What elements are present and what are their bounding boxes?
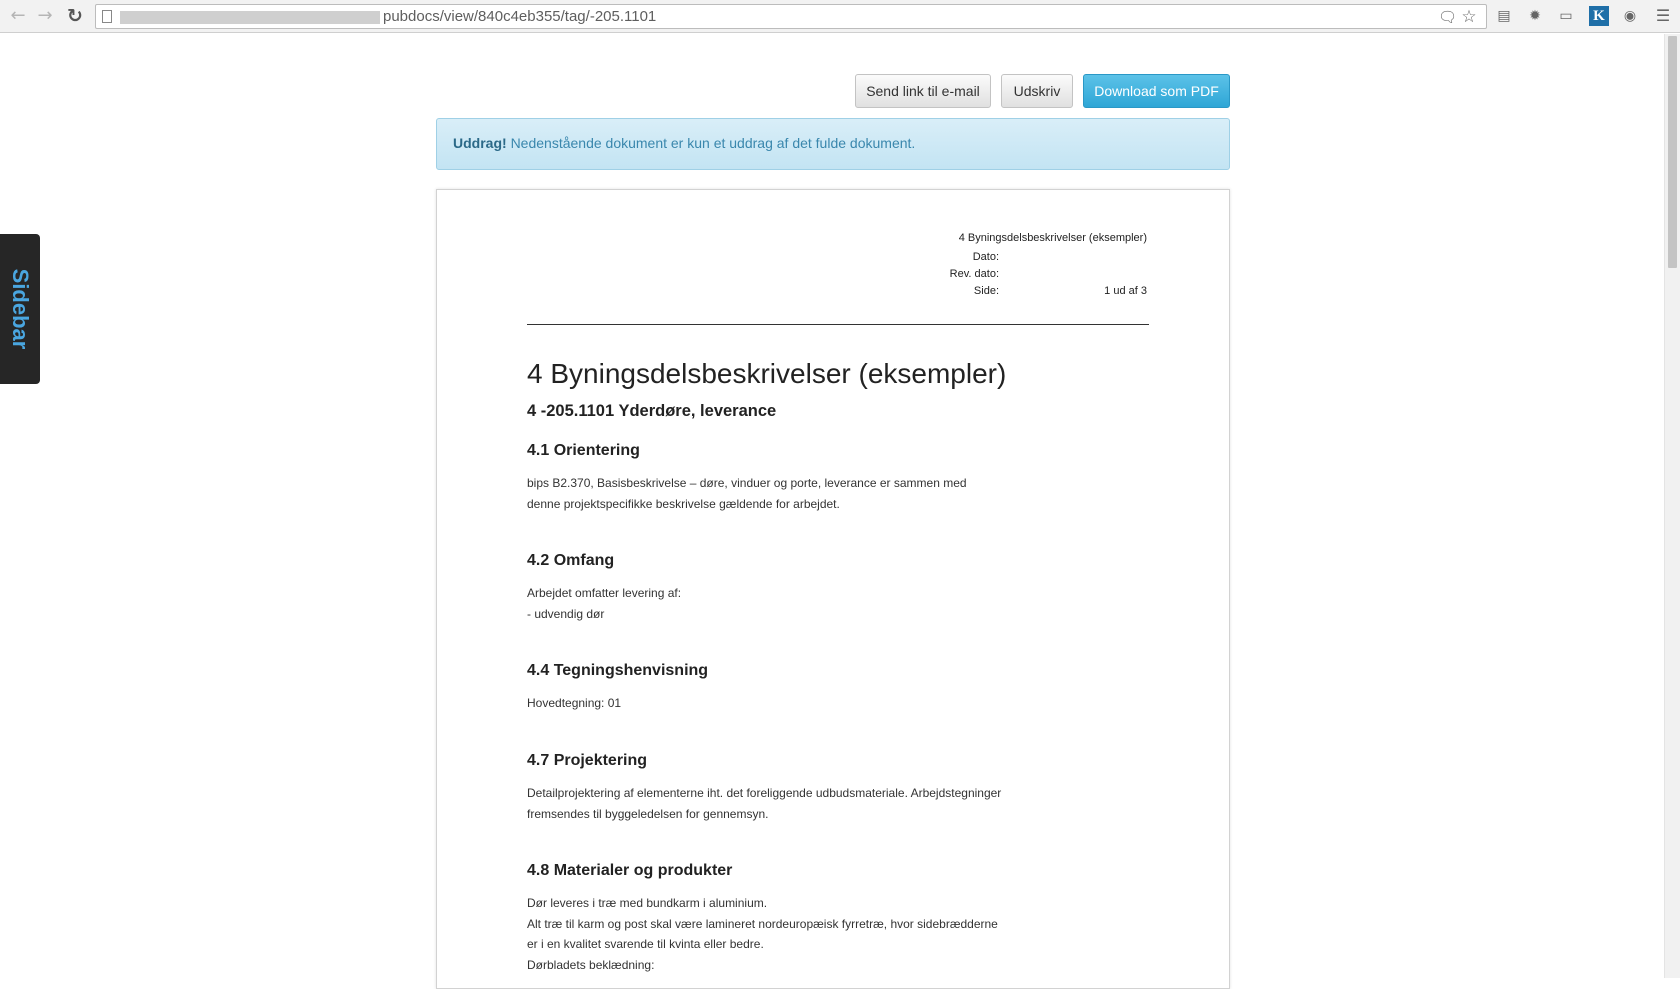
section-body — [527, 893, 998, 975]
star-icon[interactable]: ☆ — [1461, 7, 1477, 27]
alert-suffix: . — [911, 135, 916, 151]
scrollbar-thumb[interactable] — [1668, 36, 1677, 268]
doc-header-dato-label: Dato: — [972, 251, 999, 263]
section-line: Dør leveres i træ med bundkarm i aluminium. — [527, 896, 768, 910]
section-line: er i en kvalitet svarende til kvinta eller bedre. — [527, 937, 764, 951]
section-heading: 4.7 Projektering — [527, 752, 648, 769]
sidebar-toggle[interactable] — [0, 234, 40, 384]
print-button[interactable]: Udskriv — [1001, 74, 1073, 108]
alien-icon[interactable]: ◉ — [1623, 8, 1637, 24]
section-line: Alt træ til karm og post skal være lamineret nordeuropæisk fyrretræ, hvor sidebrædderne — [527, 916, 998, 931]
alert-strong: Uddrag! — [453, 135, 507, 151]
send-link-email-button[interactable]: Send link til e-mail — [855, 74, 991, 108]
doc-header-side-label: Side: — [973, 285, 999, 297]
doc-header-title: 4 Byningsdelsbeskrivelser (eksempler) — [958, 232, 1147, 244]
section-line: denne projektspecifikke beskrivelse gældende for arbejdet. — [527, 496, 840, 511]
k-extension-icon[interactable]: K — [1589, 6, 1609, 26]
section-body — [527, 783, 1001, 824]
full-document-link[interactable]: fulde dokument — [815, 135, 912, 151]
section-line: Detailprojektering af elementerne iht. det foreliggende udbudsmateriale. Arbejdstegninger — [527, 786, 1002, 800]
back-arrow-icon[interactable]: ← — [10, 5, 26, 26]
document-page — [436, 189, 1230, 989]
section-body — [527, 583, 681, 624]
section-body — [527, 473, 967, 514]
section-line: bips B2.370, Basisbeskrivelse – døre, vinduer og porte, leverance er sammen med — [527, 476, 967, 490]
excerpt-alert — [436, 118, 1230, 170]
section-line: fremsendes til byggeledelsen for gennemsyn. — [527, 806, 769, 821]
speech-bubble-icon[interactable]: 🗨 — [1438, 8, 1458, 26]
alert-text: Nedenstående dokument er kun et uddrag af det — [510, 135, 812, 151]
url-text[interactable]: pubdocs/view/840c4eb355/tag/-205.1101 — [383, 8, 657, 25]
section-heading: 4.2 Omfang — [527, 552, 615, 569]
browser-toolbar — [0, 0, 1680, 33]
address-bar[interactable] — [95, 4, 1487, 29]
forward-arrow-icon[interactable]: → — [37, 5, 53, 26]
section-line: Dørbladets beklædning: — [527, 957, 655, 972]
section-line: - udvendig dør — [527, 606, 605, 621]
doc-header-side-value: 1 ud af 3 — [1104, 285, 1147, 297]
header-divider — [527, 324, 1149, 325]
puzzle-icon[interactable]: ✹ — [1529, 8, 1541, 24]
section-line: Arbejdet omfatter levering af: — [527, 586, 682, 600]
scrollbar[interactable] — [1664, 34, 1680, 978]
reload-icon[interactable]: ↻ — [67, 5, 83, 27]
cast-icon[interactable]: ▭ — [1559, 8, 1573, 24]
section-heading: 4.4 Tegningshenvisning — [527, 662, 709, 679]
section-body — [527, 693, 621, 714]
document-subtitle: 4 -205.1101 Yderdøre, leverance — [527, 402, 777, 420]
doc-header-rev-label: Rev. dato: — [949, 268, 999, 280]
page-icon — [102, 10, 112, 23]
menu-icon[interactable]: ☰ — [1655, 6, 1671, 25]
section-heading: 4.1 Orientering — [527, 442, 640, 459]
section-line: Hovedtegning: 01 — [527, 696, 622, 710]
sidebar-label: Sidebar — [8, 268, 33, 350]
url-redacted — [120, 11, 380, 24]
download-pdf-button[interactable]: Download som PDF — [1083, 74, 1230, 108]
reader-icon[interactable]: ▤ — [1497, 8, 1511, 24]
section-heading: 4.8 Materialer og produkter — [527, 862, 733, 879]
document-title: 4 Byningsdelsbeskrivelser (eksempler) — [527, 358, 1007, 389]
